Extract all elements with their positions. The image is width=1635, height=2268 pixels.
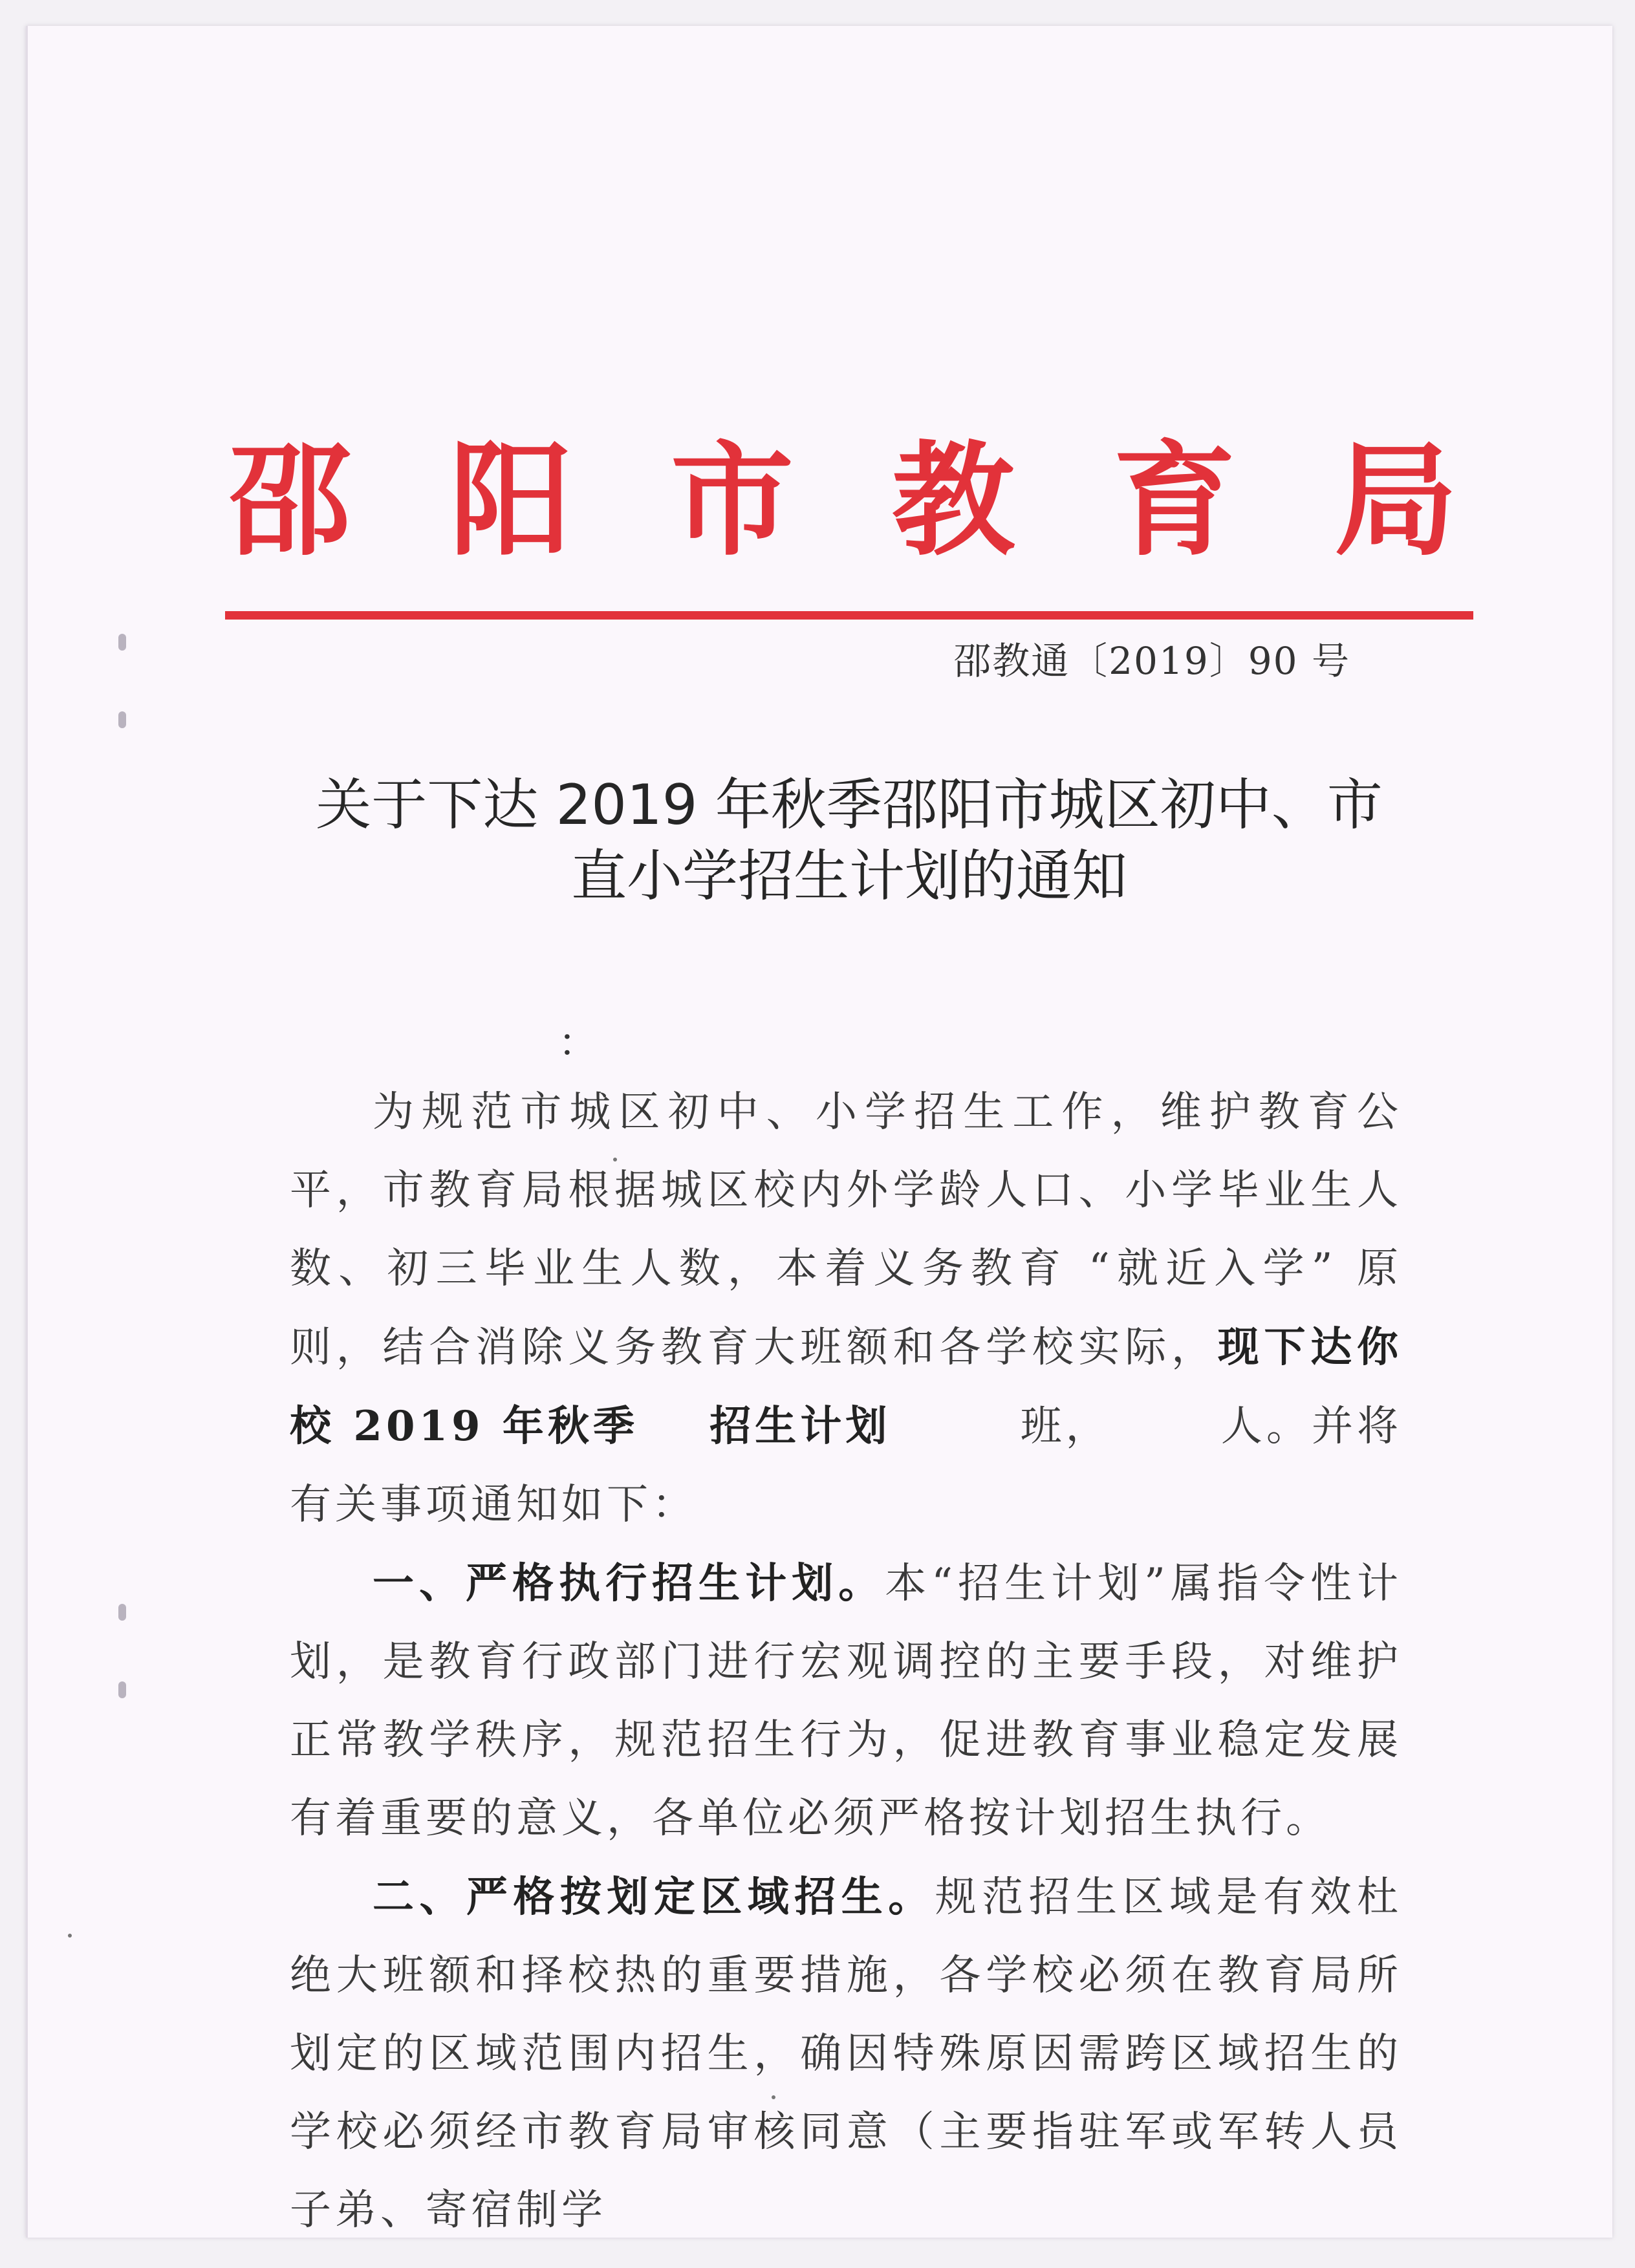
header-char: 育 [1112, 429, 1236, 572]
header-divider [225, 611, 1473, 620]
scan-speck [68, 1934, 72, 1938]
section-1-heading: 一、严格执行招生计划。 [373, 1559, 885, 1608]
title-line-1: 关于下达 2019 年秋季邵阳市城区初中、市 [316, 773, 1383, 837]
punch-hole-mark [118, 1604, 126, 1621]
document-number: 邵教通〔2019〕90 号 [953, 639, 1350, 683]
header-char: 教 [891, 429, 1015, 572]
section-2-paragraph [290, 1858, 1402, 2250]
punch-hole-mark [118, 711, 126, 728]
document-body [290, 1074, 1402, 2250]
header-char: 局 [1334, 429, 1457, 572]
intro-text: 为规范市城区初中、小学招生工作，维护教育公平，市教育局根据城区校内外学龄人口、小学毕业生人数、初三毕业生人数，本着义务教育 “就近入学” 原则，结合消除义务教育大班额和各学校实际， [290, 1088, 1402, 1372]
section-2-text: 规范招生区域是有效杜绝大班额和择校热的重要措施，各学校必须在教育局所划定的区域范围内招生，确因特殊原因需跨区域招生的学校必须经市教育局审核同意（主要指驻军或军转人员子弟、寄宿制学 [290, 1874, 1403, 2234]
intro-ban: 班， [1020, 1403, 1111, 1451]
intro-ren: 人 [1220, 1403, 1266, 1451]
salutation: ： [558, 1021, 597, 1066]
section-2-heading: 二、严格按划定区域招生。 [373, 1873, 935, 1921]
header-char: 阳 [449, 429, 572, 572]
intro-paragraph [290, 1074, 1402, 1544]
section-1-text: 本“招生计划”属指令性计划，是教育行政部门进行宏观调控的主要手段，对维护正常教学秩序，规范招生行为，促进教育事业稳定发展有着重要的意义，各单位必须严格按计划招生执行。 [290, 1560, 1402, 1842]
title-line-2: 直小学招生计划的通知 [571, 844, 1127, 909]
intro-bold-2: 招生计划 [709, 1402, 891, 1451]
punch-hole-mark [118, 634, 126, 651]
intro-bold-1: 现下达你校 2019 年秋季 [290, 1323, 1402, 1451]
intro-end: 。并将有关事项通知如下： [290, 1403, 1403, 1529]
punch-hole-mark [118, 1681, 126, 1698]
section-1-paragraph [290, 1544, 1402, 1858]
header-char: 邵 [228, 429, 352, 572]
document-page [26, 26, 1612, 2238]
issuer-header [228, 429, 1457, 572]
header-char: 市 [670, 429, 794, 572]
document-title [280, 770, 1418, 912]
